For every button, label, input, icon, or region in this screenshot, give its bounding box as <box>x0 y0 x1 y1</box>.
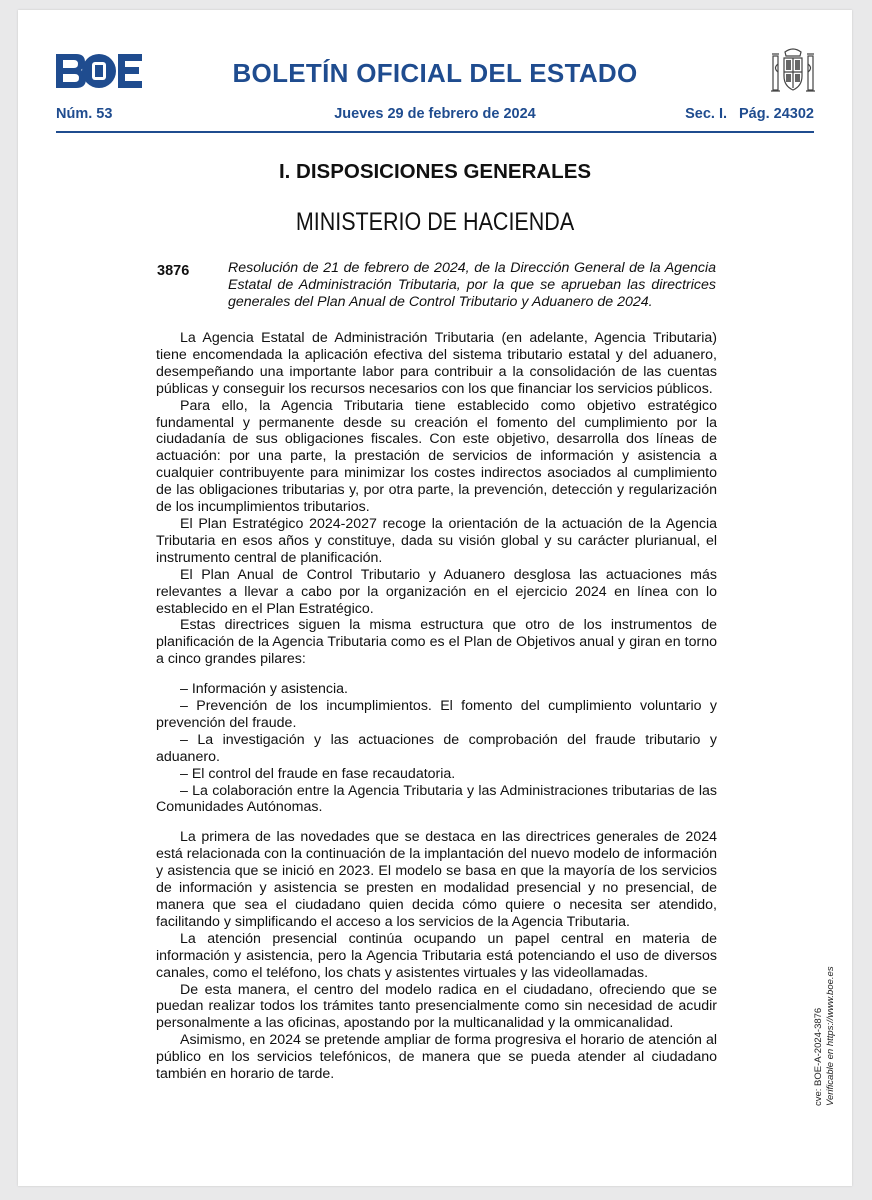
paragraph: De esta manera, el centro del modelo radica en el ciudadano, ofreciendo que se puedan realizar todos los trámites tanto presencialmente como sin necesidad de acudir personalmente a las oficinas, apostando por la multicanalidad y la ommicanalidad. <box>156 981 717 1032</box>
issue-number: Núm. 53 <box>56 106 113 122</box>
section-page <box>673 106 814 122</box>
list-item: – El control del fraude en fase recaudatoria. <box>180 765 456 782</box>
resolution-number: 3876 <box>157 263 190 279</box>
pillars-list <box>156 681 717 816</box>
document-page <box>18 10 852 1186</box>
list-item: – Información y asistencia. <box>180 681 348 698</box>
page-header <box>18 10 852 130</box>
paragraph: El Plan Estratégico 2024-2027 recoge la orientación de la actuación de la Agencia Tributaria en esos años y constituye, dada su visión global y su carácter plurianual, el instrumento central de planificación. <box>156 515 717 566</box>
cve-code: cve: BOE-A-2024-3876 <box>813 1007 824 1106</box>
ministry-heading: MINISTERIO DE HACIENDA <box>295 208 575 236</box>
verify-url: Verificable en https://www.boe.es <box>825 966 836 1106</box>
list-item: – Prevención de los incumplimientos. El fomento del cumplimiento voluntario y prevención del fraude. <box>156 698 717 731</box>
paragraph: Estas directrices siguen la misma estructura que otro de los instrumentos de planificación de la Agencia Tributaria como es el Plan de Objetivos anual y giran en torno a cinco grandes pilares: <box>156 617 717 668</box>
paragraph: Asimismo, en 2024 se pretende ampliar de forma progresiva el horario de atención al público en los servicios telefónicos, de manera que se pueda atender al ciudadano también en horario de tarde. <box>156 1032 717 1083</box>
paragraph: El Plan Anual de Control Tributario y Aduanero desglosa las actuaciones más relevantes a llevar a cabo por la organización en el ejercicio 2024 en línea con lo establecido en el Plan Estratégico. <box>156 566 717 617</box>
verification-note <box>813 946 843 1106</box>
paragraph: Para ello, la Agencia Tributaria tiene establecido como objetivo estratégico fundamental y permanente desde su creación el fomento del cumplimiento por la ciudadanía de sus obligaciones fiscales. Con este objetivo, desarrolla dos líneas de actuación: por una parte, la prestación de servicios de información y asistencia a cualquier contribuyente para minimizar los costes indirectos asociados al cumplimiento de las obligaciones tributarias y, por otra parte, la prevención, detección y regularización de los incumplimientos tributarios. <box>156 397 717 516</box>
page-number: Pág. 24302 <box>739 106 814 122</box>
resolution-title: Resolución de 21 de febrero de 2024, de la Dirección General de la Agencia Estatal de Administración Tributaria, por la que se aprueban las directrices generales del Plan Anual de Control Tributario y Aduanero de 2024. <box>228 260 716 310</box>
body-text <box>156 330 717 1083</box>
paragraph: La primera de las novedades que se destaca en las directrices generales de 2024 está relacionada con la continuación de la implantación del nuevo modelo de información y asistencia que se inició en 2023. El modelo se basa en que la mayoría de los servicios de información y asistencia se presten en modalidad presencial y no presencial, de manera que sea el ciudadano quien decida cómo quiere o necesita ser atendido, facilitando y simplificando el acceso a los servicios de la Agencia Tributaria. <box>156 829 717 930</box>
section-title: I. DISPOSICIONES GENERALES <box>278 160 592 183</box>
coat-of-arms-icon <box>770 44 816 96</box>
list-item: – La investigación y las actuaciones de comprobación del fraude tributario y aduanero. <box>156 731 717 765</box>
section-label: Sec. I. <box>685 106 728 122</box>
paragraph: La atención presencial continúa ocupando un papel central en materia de información y asistencia, pero la Agencia Tributaria está potenciando el uso de diversos canales, como el teléfono, los chats y asistentes virtuales y las videollamadas. <box>156 930 717 981</box>
gazette-title: BOLETÍN OFICIAL DEL ESTADO <box>232 58 638 88</box>
header-rule <box>56 131 814 133</box>
paragraph: La Agencia Estatal de Administración Tributaria (en adelante, Agencia Tributaria) tiene encomendada la aplicación efectiva del sistema tributario estatal y del aduanero, desempeñando una importante labor para contribuir a la consolidación de las cuentas públicas y conseguir los recursos necesarios con los que financiar los servicios públicos. <box>156 330 717 397</box>
list-item: – La colaboración entre la Agencia Tributaria y las Administraciones tributarias de las Comunidades Autónomas. <box>156 782 717 816</box>
issue-date: Jueves 29 de febrero de 2024 <box>334 106 536 122</box>
